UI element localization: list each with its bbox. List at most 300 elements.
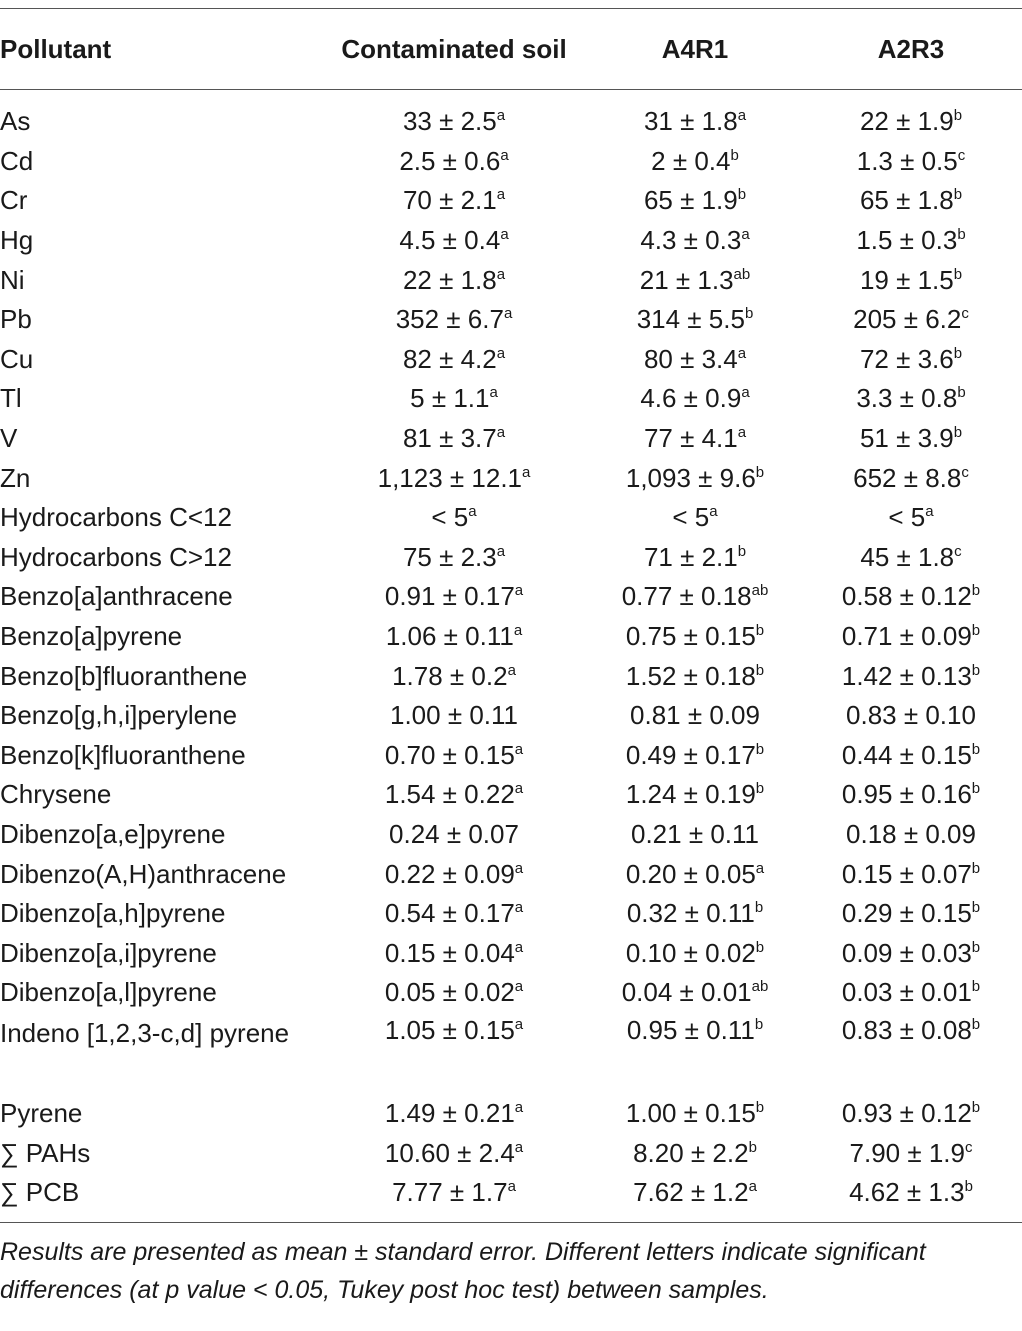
value-text: 7.62 ± 1.2 xyxy=(633,1177,749,1208)
table-row xyxy=(0,577,1022,617)
pollutant-name: As xyxy=(0,106,31,137)
significance-letter: b xyxy=(755,622,765,640)
table-row xyxy=(0,1094,1022,1134)
value-text: 0.24 ± 0.07 xyxy=(389,818,519,849)
table-row xyxy=(0,419,1022,459)
value-a2r3 xyxy=(800,933,1022,973)
value-contaminated-soil xyxy=(318,775,590,815)
significance-letter: a xyxy=(503,305,513,323)
significance-letter: a xyxy=(741,384,750,402)
value-a2r3 xyxy=(800,90,1022,142)
value-a2r3 xyxy=(800,894,1022,934)
value-a4r1 xyxy=(590,656,800,696)
value-text: < 5 xyxy=(431,502,469,533)
value-text: 0.05 ± 0.02 xyxy=(384,977,515,1008)
significance-letter: b xyxy=(971,1015,981,1033)
value-a2r3 xyxy=(800,775,1022,815)
significance-letter: a xyxy=(496,265,506,283)
value-text: 0.09 ± 0.03 xyxy=(841,937,972,968)
value-a4r1 xyxy=(590,617,800,657)
significance-letter: a xyxy=(514,978,524,996)
significance-letter: a xyxy=(507,1178,516,1196)
value-a4r1 xyxy=(590,379,800,419)
significance-letter: a xyxy=(468,503,477,521)
significance-letter: a xyxy=(514,899,524,917)
value-a4r1 xyxy=(590,260,800,300)
value-text: 0.29 ± 0.15 xyxy=(841,898,972,929)
significance-letter: b xyxy=(971,938,981,956)
significance-letter: b xyxy=(744,305,754,323)
value-contaminated-soil xyxy=(318,260,590,300)
table-row xyxy=(0,181,1022,221)
pollutant-name: Dibenzo[a,l]pyrene xyxy=(0,977,217,1008)
value-a4r1 xyxy=(590,538,800,578)
pollutant-name: Zn xyxy=(0,462,31,493)
significance-letter: b xyxy=(971,978,981,996)
value-a4r1 xyxy=(590,1013,800,1094)
value-text: 4.6 ± 0.9 xyxy=(640,383,742,414)
significance-letter: b xyxy=(971,582,981,600)
value-text: 0.70 ± 0.15 xyxy=(384,739,515,770)
value-text: 70 ± 2.1 xyxy=(402,185,497,216)
value-a2r3 xyxy=(800,458,1022,498)
value-text: 0.95 ± 0.11 xyxy=(626,1014,755,1045)
significance-letter: b xyxy=(953,344,963,362)
significance-letter: b xyxy=(957,226,966,244)
value-text: 0.58 ± 0.12 xyxy=(841,581,972,612)
value-contaminated-soil xyxy=(318,854,590,894)
value-text: < 5 xyxy=(888,502,926,533)
table-row xyxy=(0,894,1022,934)
value-a4r1 xyxy=(590,90,800,142)
pollutant-name: Pyrene xyxy=(0,1097,83,1128)
table-row xyxy=(0,1133,1022,1173)
significance-letter: a xyxy=(513,622,523,640)
value-a2r3 xyxy=(800,1133,1022,1173)
table-row xyxy=(0,458,1022,498)
significance-letter: a xyxy=(514,582,524,600)
value-text: 1.05 ± 0.15 xyxy=(384,1014,515,1045)
header-contaminated-soil: Contaminated soil xyxy=(341,33,567,64)
value-a4r1 xyxy=(590,973,800,1013)
pollutant-name: Benzo[a]pyrene xyxy=(0,621,183,652)
significance-letter: a xyxy=(514,1015,524,1033)
value-text: 205 ± 6.2 xyxy=(853,304,962,335)
table-row xyxy=(0,142,1022,182)
value-contaminated-soil xyxy=(318,221,590,261)
value-text: 10.60 ± 2.4 xyxy=(384,1137,515,1168)
significance-letter: b xyxy=(755,780,765,798)
table-row xyxy=(0,617,1022,657)
value-text: 0.95 ± 0.16 xyxy=(841,779,972,810)
value-text: 2 ± 0.4 xyxy=(651,145,731,176)
value-a4r1 xyxy=(590,696,800,736)
value-a4r1 xyxy=(590,498,800,538)
value-text: 75 ± 2.3 xyxy=(402,541,497,572)
value-contaminated-soil xyxy=(318,696,590,736)
significance-letter: b xyxy=(754,899,764,917)
pollutant-name: ∑ PCB xyxy=(0,1177,80,1208)
value-text: 352 ± 6.7 xyxy=(395,304,504,335)
significance-letter: c xyxy=(961,305,969,323)
table-row xyxy=(0,1013,1022,1094)
pollutant-name: Dibenzo[a,e]pyrene xyxy=(0,818,226,849)
significance-letter: ab xyxy=(733,265,751,283)
significance-letter: b xyxy=(971,859,981,877)
value-text: 0.15 ± 0.04 xyxy=(384,937,515,968)
significance-letter: c xyxy=(954,542,962,560)
table-row xyxy=(0,933,1022,973)
pollutant-name: Benzo[b]fluoranthene xyxy=(0,660,248,691)
pollutant-name: Hg xyxy=(0,225,34,256)
significance-letter: b xyxy=(971,1098,981,1116)
pollutant-name: Cd xyxy=(0,145,34,176)
significance-letter: a xyxy=(522,463,531,481)
significance-letter: b xyxy=(730,146,739,164)
value-a2r3 xyxy=(800,538,1022,578)
pollutant-name: Indeno [1,2,3-c,d] pyrene xyxy=(0,1017,290,1048)
value-text: 8.20 ± 2.2 xyxy=(633,1137,749,1168)
value-a2r3 xyxy=(800,181,1022,221)
value-a2r3 xyxy=(800,1173,1022,1223)
significance-letter: a xyxy=(737,107,747,125)
significance-letter: ab xyxy=(751,978,769,996)
significance-letter: b xyxy=(755,463,765,481)
value-a2r3 xyxy=(800,617,1022,657)
value-text: 0.54 ± 0.17 xyxy=(384,898,515,929)
value-contaminated-soil xyxy=(318,379,590,419)
significance-letter: a xyxy=(514,780,524,798)
table-row xyxy=(0,498,1022,538)
header-row xyxy=(0,9,1022,90)
value-text: 72 ± 3.6 xyxy=(859,343,954,374)
value-contaminated-soil xyxy=(318,142,590,182)
value-text: 81 ± 3.7 xyxy=(402,423,497,454)
value-text: 51 ± 3.9 xyxy=(859,423,954,454)
value-text: 0.49 ± 0.17 xyxy=(625,739,756,770)
value-text: 77 ± 4.1 xyxy=(643,423,738,454)
value-a4r1 xyxy=(590,340,800,380)
value-a2r3 xyxy=(800,736,1022,776)
significance-letter: b xyxy=(737,542,747,560)
pollutant-name: Benzo[g,h,i]perylene xyxy=(0,700,238,731)
significance-letter: a xyxy=(496,186,506,204)
significance-letter: b xyxy=(953,107,963,125)
pollutant-name: ∑ PAHs xyxy=(0,1137,91,1168)
table-row xyxy=(0,379,1022,419)
value-text: 1.24 ± 0.19 xyxy=(625,779,756,810)
value-a4r1 xyxy=(590,1133,800,1173)
value-text: 82 ± 4.2 xyxy=(402,343,497,374)
pollutant-name: V xyxy=(0,423,18,454)
pollutant-name: Pb xyxy=(0,304,32,335)
value-text: 0.44 ± 0.15 xyxy=(841,739,972,770)
significance-letter: a xyxy=(748,1178,757,1196)
significance-letter: b xyxy=(971,780,981,798)
value-text: 22 ± 1.9 xyxy=(859,106,954,137)
significance-letter: b xyxy=(964,1178,973,1196)
significance-letter: b xyxy=(971,740,981,758)
table-row xyxy=(0,1173,1022,1223)
significance-letter: a xyxy=(709,503,718,521)
value-a4r1 xyxy=(590,419,800,459)
value-contaminated-soil xyxy=(318,933,590,973)
value-text: 0.75 ± 0.15 xyxy=(625,621,756,652)
value-text: 1.5 ± 0.3 xyxy=(856,225,958,256)
significance-letter: c xyxy=(964,1138,973,1156)
value-a4r1 xyxy=(590,181,800,221)
value-text: 1,123 ± 12.1 xyxy=(377,462,523,493)
value-contaminated-soil xyxy=(318,815,590,855)
significance-letter: a xyxy=(496,344,506,362)
value-text: 31 ± 1.8 xyxy=(643,106,738,137)
significance-letter: b xyxy=(957,384,966,402)
significance-letter: b xyxy=(748,1138,757,1156)
value-text: 1.3 ± 0.5 xyxy=(856,145,958,176)
significance-letter: b xyxy=(971,899,981,917)
table-row xyxy=(0,300,1022,340)
value-a2r3 xyxy=(800,973,1022,1013)
pollutant-name: Cr xyxy=(0,185,28,216)
table-footnote: Results are presented as mean ± standard error. Different letters indicate significant differences (at p value < 0.05, Tukey post hoc test) between samples. xyxy=(0,1238,926,1305)
significance-letter: b xyxy=(755,740,765,758)
value-text: 1.49 ± 0.21 xyxy=(384,1097,515,1128)
table-row xyxy=(0,90,1022,142)
significance-letter: a xyxy=(500,146,509,164)
value-text: 0.77 ± 0.18 xyxy=(621,581,752,612)
significance-letter: a xyxy=(514,859,524,877)
table-row xyxy=(0,973,1022,1013)
pollutant-name: Dibenzo(A,H)anthracene xyxy=(0,858,287,889)
table-row xyxy=(0,854,1022,894)
significance-letter: a xyxy=(514,1098,524,1116)
value-text: 71 ± 2.1 xyxy=(643,541,738,572)
value-text: 652 ± 8.8 xyxy=(853,462,962,493)
header-pollutant: Pollutant xyxy=(0,33,112,64)
significance-letter: a xyxy=(514,938,524,956)
value-text: 0.04 ± 0.01 xyxy=(621,977,752,1008)
significance-letter: b xyxy=(737,186,747,204)
significance-letter: b xyxy=(755,1098,765,1116)
value-a4r1 xyxy=(590,775,800,815)
value-text: 0.93 ± 0.12 xyxy=(841,1097,972,1128)
value-contaminated-soil xyxy=(318,90,590,142)
value-text: 0.03 ± 0.01 xyxy=(841,977,972,1008)
significance-letter: b xyxy=(971,661,981,679)
value-text: 0.91 ± 0.17 xyxy=(384,581,515,612)
value-contaminated-soil xyxy=(318,1173,590,1223)
pollutant-name: Benzo[a]anthracene xyxy=(0,581,233,612)
value-contaminated-soil xyxy=(318,458,590,498)
value-a4r1 xyxy=(590,736,800,776)
value-text: 5 ± 1.1 xyxy=(410,383,490,414)
value-text: 65 ± 1.8 xyxy=(859,185,954,216)
value-text: 1.00 ± 0.11 xyxy=(390,700,518,731)
table-row xyxy=(0,538,1022,578)
value-contaminated-soil xyxy=(318,617,590,657)
value-text: 4.5 ± 0.4 xyxy=(399,225,501,256)
value-contaminated-soil xyxy=(318,1013,590,1094)
value-a2r3 xyxy=(800,340,1022,380)
value-contaminated-soil xyxy=(318,736,590,776)
value-text: 1.78 ± 0.2 xyxy=(392,660,508,691)
significance-letter: b xyxy=(755,938,765,956)
value-text: 0.20 ± 0.05 xyxy=(625,858,756,889)
value-a4r1 xyxy=(590,300,800,340)
table-row xyxy=(0,736,1022,776)
significance-letter: b xyxy=(953,424,963,442)
value-text: 33 ± 2.5 xyxy=(402,106,497,137)
table-row xyxy=(0,221,1022,261)
value-text: 0.10 ± 0.02 xyxy=(625,937,756,968)
pollutant-name: Benzo[k]fluoranthene xyxy=(0,739,246,770)
pollutant-name: Cu xyxy=(0,343,34,374)
table-row xyxy=(0,340,1022,380)
value-contaminated-soil xyxy=(318,656,590,696)
significance-letter: a xyxy=(489,384,498,402)
value-contaminated-soil xyxy=(318,1133,590,1173)
value-text: 1.06 ± 0.11 xyxy=(385,621,514,652)
value-contaminated-soil xyxy=(318,419,590,459)
significance-letter: ab xyxy=(751,582,769,600)
value-text: 0.83 ± 0.08 xyxy=(841,1014,972,1045)
header-a2r3: A2R3 xyxy=(877,33,945,64)
value-a2r3 xyxy=(800,379,1022,419)
value-a2r3 xyxy=(800,1094,1022,1134)
pollutant-name: Tl xyxy=(0,383,22,414)
value-text: 4.62 ± 1.3 xyxy=(849,1177,965,1208)
value-text: 65 ± 1.9 xyxy=(643,185,738,216)
value-text: 19 ± 1.5 xyxy=(859,264,954,295)
value-text: 0.15 ± 0.07 xyxy=(841,858,972,889)
pollutant-name: Dibenzo[a,h]pyrene xyxy=(0,898,226,929)
pollutant-name: Hydrocarbons C<12 xyxy=(0,502,232,533)
value-a4r1 xyxy=(590,577,800,617)
value-text: 1.52 ± 0.18 xyxy=(625,660,756,691)
value-text: 1.00 ± 0.15 xyxy=(625,1097,756,1128)
value-text: 1.42 ± 0.13 xyxy=(841,660,972,691)
value-a4r1 xyxy=(590,458,800,498)
pollutant-name: Hydrocarbons C>12 xyxy=(0,541,232,572)
value-contaminated-soil xyxy=(318,340,590,380)
value-text: 0.81 ± 0.09 xyxy=(630,700,760,731)
table-row xyxy=(0,656,1022,696)
table-header xyxy=(0,9,1022,90)
value-contaminated-soil xyxy=(318,894,590,934)
value-text: 314 ± 5.5 xyxy=(636,304,745,335)
value-text: 0.22 ± 0.09 xyxy=(384,858,515,889)
significance-letter: a xyxy=(496,424,506,442)
value-a2r3 xyxy=(800,1013,1022,1094)
value-a2r3 xyxy=(800,221,1022,261)
significance-letter: b xyxy=(953,186,963,204)
value-a2r3 xyxy=(800,815,1022,855)
value-a2r3 xyxy=(800,656,1022,696)
value-text: 1.54 ± 0.22 xyxy=(384,779,515,810)
significance-letter: a xyxy=(755,859,765,877)
significance-letter: a xyxy=(514,740,524,758)
value-a4r1 xyxy=(590,894,800,934)
header-a4r1: A4R1 xyxy=(661,33,729,64)
significance-letter: a xyxy=(500,226,509,244)
value-text: 1,093 ± 9.6 xyxy=(625,462,756,493)
value-text: 2.5 ± 0.6 xyxy=(399,145,501,176)
value-text: 0.83 ± 0.10 xyxy=(846,700,976,731)
value-text: 22 ± 1.8 xyxy=(402,264,497,295)
pollutant-table xyxy=(0,8,1022,1223)
value-text: 0.32 ± 0.11 xyxy=(626,898,755,929)
pollutant-name: Chrysene xyxy=(0,779,112,810)
value-a2r3 xyxy=(800,498,1022,538)
value-text: 7.90 ± 1.9 xyxy=(849,1137,965,1168)
value-text: < 5 xyxy=(672,502,710,533)
value-contaminated-soil xyxy=(318,973,590,1013)
value-contaminated-soil xyxy=(318,498,590,538)
value-a2r3 xyxy=(800,696,1022,736)
significance-letter: b xyxy=(953,265,963,283)
significance-letter: a xyxy=(737,344,747,362)
significance-letter: b xyxy=(754,1015,764,1033)
value-a4r1 xyxy=(590,815,800,855)
value-contaminated-soil xyxy=(318,300,590,340)
value-a4r1 xyxy=(590,1094,800,1134)
significance-letter: b xyxy=(755,661,765,679)
table-body xyxy=(0,90,1022,1223)
value-a4r1 xyxy=(590,142,800,182)
value-text: 0.18 ± 0.09 xyxy=(846,818,976,849)
value-contaminated-soil xyxy=(318,1094,590,1134)
table-row xyxy=(0,775,1022,815)
value-text: 3.3 ± 0.8 xyxy=(856,383,958,414)
value-text: 7.77 ± 1.7 xyxy=(392,1177,508,1208)
value-contaminated-soil xyxy=(318,577,590,617)
significance-letter: a xyxy=(496,107,506,125)
value-text: 0.21 ± 0.11 xyxy=(631,818,759,849)
value-a2r3 xyxy=(800,854,1022,894)
significance-letter: a xyxy=(507,661,516,679)
value-contaminated-soil xyxy=(318,181,590,221)
value-a4r1 xyxy=(590,933,800,973)
value-a4r1 xyxy=(590,854,800,894)
table-row xyxy=(0,260,1022,300)
significance-letter: a xyxy=(514,1138,524,1156)
value-a4r1 xyxy=(590,221,800,261)
pollutant-table-container xyxy=(0,8,1022,1309)
significance-letter: a xyxy=(737,424,747,442)
value-text: 4.3 ± 0.3 xyxy=(640,225,742,256)
pollutant-name: Dibenzo[a,i]pyrene xyxy=(0,937,217,968)
value-a2r3 xyxy=(800,260,1022,300)
pollutant-name: Ni xyxy=(0,264,25,295)
significance-letter: a xyxy=(925,503,934,521)
significance-letter: c xyxy=(957,146,966,164)
value-a2r3 xyxy=(800,419,1022,459)
value-a2r3 xyxy=(800,300,1022,340)
table-row xyxy=(0,815,1022,855)
value-text: 21 ± 1.3 xyxy=(639,264,734,295)
value-a4r1 xyxy=(590,1173,800,1223)
value-a2r3 xyxy=(800,577,1022,617)
significance-letter: a xyxy=(741,226,750,244)
value-text: 0.71 ± 0.09 xyxy=(841,621,972,652)
value-text: 45 ± 1.8 xyxy=(860,541,955,572)
value-contaminated-soil xyxy=(318,538,590,578)
significance-letter: b xyxy=(971,622,981,640)
significance-letter: c xyxy=(961,463,969,481)
significance-letter: a xyxy=(496,542,506,560)
table-row xyxy=(0,696,1022,736)
value-a2r3 xyxy=(800,142,1022,182)
